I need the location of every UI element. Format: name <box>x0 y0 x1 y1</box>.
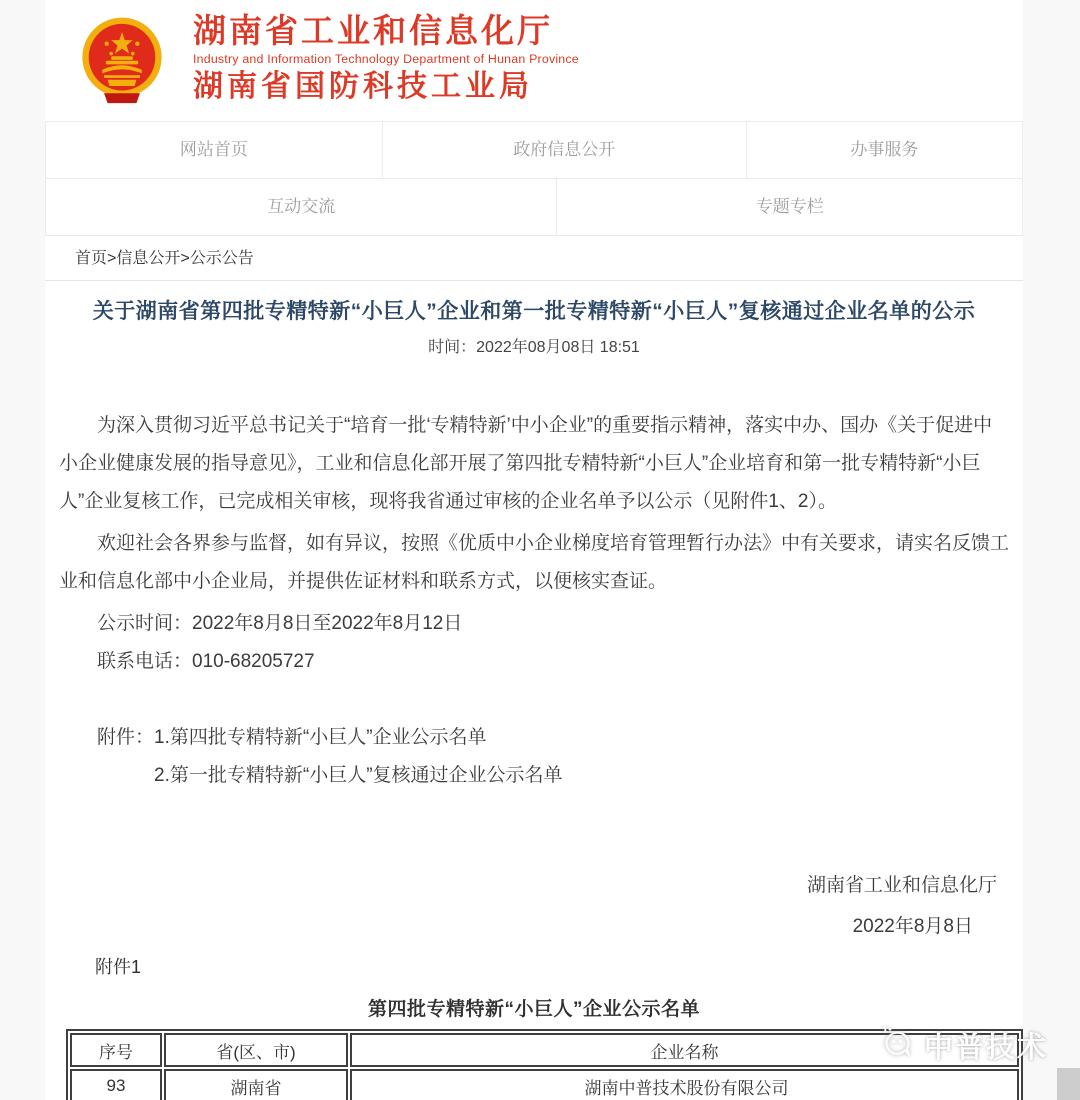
org-name-secondary: 湖南省国防科技工业局 <box>193 70 533 103</box>
nav-item-home[interactable]: 网站首页 <box>46 122 383 178</box>
signature-org: 湖南省工业和信息化厅 <box>806 875 997 896</box>
content-page <box>45 0 1023 1100</box>
table-row <box>70 1069 1019 1100</box>
nav-row-2 <box>46 179 1022 235</box>
scrollbar-thumb[interactable] <box>1057 1068 1080 1100</box>
national-emblem-icon <box>77 13 167 105</box>
org-name-primary: 湖南省工业和信息化厅 <box>193 12 553 49</box>
cell-company-name: 湖南中普技术股份有限公司 <box>350 1069 1019 1100</box>
table-header-row <box>70 1033 1019 1067</box>
spacer <box>59 681 1009 719</box>
col-header-province: 省(区、市) <box>164 1033 348 1067</box>
signature-block <box>59 865 1009 947</box>
article-title: 关于湖南省第四批专精特新“小巨人”企业和第一批专精特新“小巨人”复核通过企业名单的公示 <box>92 300 976 323</box>
signature-date: 2022年8月8日 <box>852 916 973 937</box>
org-title-block <box>193 12 579 105</box>
col-header-company: 企业名称 <box>350 1033 1019 1067</box>
nav-item-gov-info[interactable]: 政府信息公开 <box>383 122 747 178</box>
annex-table <box>66 1029 1023 1100</box>
paragraph-2: 欢迎社会各界参与监督，如有异议，按照《优质中小企业梯度培育管理暂行办法》中有关要求，请实名反馈工业和信息化部中小企业局，并提供佐证材料和联系方式，以便核实查证。 <box>59 533 1010 592</box>
attachments-label: 附件： <box>97 727 155 748</box>
attachment-item-2: 2.第一批专精特新“小巨人”复核通过企业公示名单 <box>154 765 563 786</box>
col-header-index: 序号 <box>70 1033 162 1067</box>
attachments-list <box>154 719 563 795</box>
breadcrumb[interactable]: 首页>信息公开>公示公告 <box>45 236 1023 281</box>
article-timestamp: 时间：2022年08月08日 18:51 <box>428 339 640 356</box>
contact-phone-line: 联系电话：010-68205727 <box>97 651 315 672</box>
nav-item-special-columns[interactable]: 专题专栏 <box>755 197 824 216</box>
nav-item-services[interactable]: 办事服务 <box>850 140 919 159</box>
paragraph-1: 为深入贯彻习近平总书记关于“培育一批‘专精特新’中小企业”的重要指示精神，落实中办、国办《关于促进中小企业健康发展的指导意见》，工业和信息化部开展了第四批专精特新“小巨人”企业培育和第一批专精特新“小巨人”企业复核工作，已完成相关审核，现将我省通过审核的企业名单予以公示（见附件1、2）。 <box>59 415 993 512</box>
site-header <box>45 0 1023 115</box>
annex-table-title: 第四批专精特新“小巨人”企业公示名单 <box>367 999 700 1020</box>
org-name-english: Industry and Information Technology Department of Hunan Province <box>193 52 579 66</box>
cell-index: 93 <box>70 1069 162 1100</box>
publish-window-line: 公示时间：2022年8月8日至2022年8月12日 <box>97 613 463 634</box>
attachments-block <box>59 719 1009 795</box>
nav-row-1 <box>46 122 1022 179</box>
cell-province: 湖南省 <box>164 1069 348 1100</box>
annex-label: 附件1 <box>95 957 142 977</box>
watermark-text: 中普技术 <box>924 1031 1049 1064</box>
nav-item-interaction[interactable]: 互动交流 <box>46 179 557 235</box>
article-body <box>45 357 1023 947</box>
main-nav <box>45 121 1023 236</box>
attachment-item-1: 1.第四批专精特新“小巨人”企业公示名单 <box>154 727 487 748</box>
